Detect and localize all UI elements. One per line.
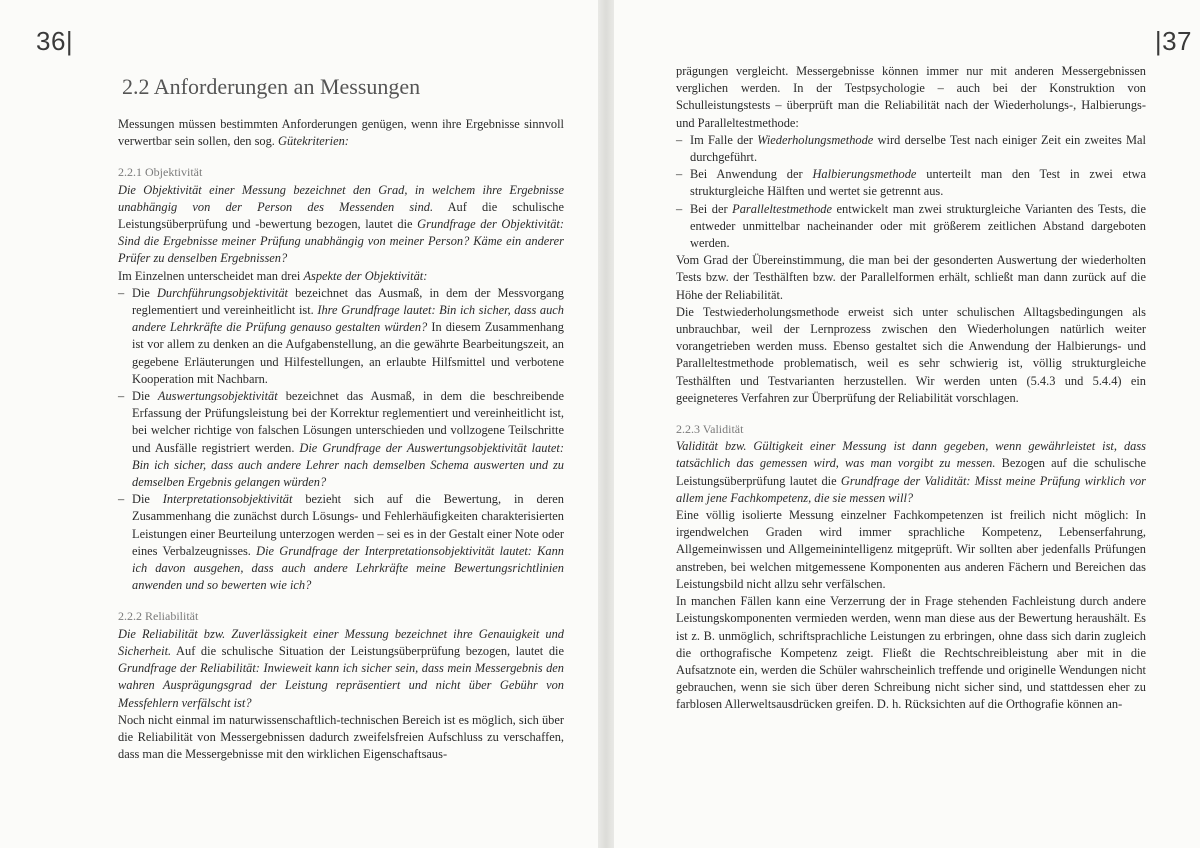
section-title: 2.2 Anforderungen an Messungen: [122, 74, 421, 99]
heading-reliabilitaet: 2.2.2 Reliabilität: [118, 609, 199, 624]
list-item: – Die Interpretationsobjektivität bezieht sich auf die Bewertung, in deren Zusammenhang die zunächst durch Lösungs- und Fehlerhäufigkeiten charakterisierten Leistungen einer Beurteilung unterzogen werden – sei es in der Gestalt einer Note oder eines Verbalzeugnisses. Die Grundfrage der Interpretationsobjektivität lautet: Kann ich davon ausgehen, dass auch andere Lehrkräfte meine Bewertungsrichtlinien anwenden und so bewerten wie ich?: [118, 491, 564, 594]
heading-validitaet: 2.2.3 Validität: [676, 422, 744, 437]
list-item: – Im Falle der Wiederholungsmethode wird derselbe Test nach einiger Zeit ein zweites Mal durchgeführt.: [676, 132, 1146, 166]
page-number-right: |37: [1154, 26, 1192, 56]
list-item: – Die Durchführungsobjektivität bezeichnet das Ausmaß, in dem der Messvorgang reglementiert und vereinheitlicht ist. Ihre Grundfrage lautet: Bin ich sicher, dass auch andere Lehrkräfte die Prüfung genauso gestalten würden? In diesem Zusammenhang ist vor allem zu denken an die Aufgabenstellung, an die gewährte Bearbeitungszeit, an gegebene Erläuterungen und Hilfestellungen, an erlaubte Hilfsmittel und verbotene Kooperation mit Nachbarn.: [118, 285, 564, 388]
list-item: – Bei der Paralleltestmethode entwickelt man zwei strukturgleiche Varianten des Tests, die entweder unmittelbar nacheinander oder mit größerem zeitlichen Abstand dargeboten werden.: [676, 201, 1146, 253]
intro-paragraph: Messungen müssen bestimmten Anforderungen genügen, wenn ihre Ergebnisse sinnvoll verwertbar sein sollen, den sog. Gütekriterien:: [118, 117, 564, 149]
methods-list: [676, 132, 1146, 252]
list-item: – Die Auswertungsobjektivität bezeichnet das Ausmaß, in dem die beschreibende Erfassung der Prüfungsleistung bei der Korrektur reglementiert und vereinheitlicht ist, bei welcher richtige von falschen Lösungen unterschieden und vollzogene Teilschritte und Ausfälle registriert werden. Die Grundfrage der Auswertungsobjektivität lautet: Bin ich sicher, dass auch andere Lehrer nach demselben Schema auswerten und zu demselben Ergebnis gelangen würden?: [118, 388, 564, 491]
aspects-intro: Im Einzelnen unterscheidet man drei Aspekte der Objektivität:: [118, 268, 428, 283]
right-page: [614, 0, 1200, 848]
reliabilitaet-paragraph: Die Reliabilität bzw. Zuverlässigkeit einer Messung bezeichnet ihre Genauigkeit und Sicherheit. Auf die schulische Situation der Leistungsüberprüfung bezogen, lautet die Grundfrage der Reliabilität: Inwieweit kann ich sicher sein, dass mein Messergebnis den wahren Ausprägungsgrad der Leistung repräsentiert und nicht über Gebühr von Messfehlern verfälscht ist?: [118, 626, 564, 710]
aspects-list: [118, 285, 564, 595]
validitaet-paragraph: Validität bzw. Gültigkeit einer Messung ist dann gegeben, wenn gewährleistet ist, dass tatsächlich das gemessen wird, was man vorgibt zu messen. Bezogen auf die schulische Leistungsüberprüfung lautet die Grundfrage der Validität: Misst meine Prüfung wirklich vor allem jene Fachkompetenz, die sie messen will?: [676, 439, 1146, 505]
left-page-body: [118, 116, 564, 763]
distortion-paragraph: In manchen Fällen kann eine Verzerrung der in Frage stehenden Fachleistung durch andere Leistungskomponenten vermieden werden, wenn man diese aus der Bewertung heraushält. Es ist z. B. unmöglich, schriftsprachliche Leistungen zu erbringen, ohne dass sich darin zugleich die orthografische Kompetenz zeigt. Fließt die Rechtschreibleistung aber mit in die Aufsatznote ein, werden die Schüler wahrscheinlich treffende und originelle Wendungen nicht gebrauchen, wenn sie sich über deren Schreibung nicht sicher sind, und stattdessen eher zu farblosen Allerweltsausdrücken greifen. D. h. Rücksichten auf die Orthografie können an-: [676, 594, 1146, 712]
left-page: [0, 0, 598, 848]
objektivitaet-paragraph: Die Objektivität einer Messung bezeichnet den Grad, in welchem ihre Ergebnisse unabhängig von der Person des Messenden sind. Auf die schulische Leistungsüberprüfung und -bewertung bezogen, lautet die Grundfrage der Objektivität: Sind die Ergebnisse meiner Prüfung unabhängig von meiner Person? Käme ein anderer Prüfer zu denselben Ergebnissen?: [118, 182, 564, 266]
isolated-measurement-paragraph: Eine völlig isolierte Messung einzelner Fachkompetenzen ist freilich nicht möglich: In irgendwelchen Graden wird immer sprachliche Kompetenz, Lebenserfahrung, Allgemeinwissen und Allgemeinintelligenz mitgeprüft. Wir sollten aber jedenfalls Prüfungen anstreben, bei welchen mitgemessene Komponenten aus anderen Fächern und Bereichen das Leistungsbild nicht allzu sehr verfälschen.: [676, 508, 1146, 591]
method-critique-paragraph: Die Testwiederholungsmethode erweist sich unter schulischen Alltagsbedingungen als unbrauchbar, weil der Lernprozess zwischen den Wiederholungen natürlich weiter vorangetrieben werden muss. Ebenso gestaltet sich die Anwendung der Halbierungs- und Paralleltestmethode problematisch, weil es sehr schwierig ist, völlig strukturgleiche Testhälften und Testvarianten herzustellen. Wir werden unten (5.4.3 und 5.4.4) ein geeigneteres Verfahren zur Überprüfung der Reliabilität vorschlagen.: [676, 304, 1146, 405]
continuation-paragraph: prägungen vergleicht. Messergebnisse können immer nur mit anderen Messergebnissen verglichen werden. In der Testpsychologie – auch bei der Konstruktion von Schulleistungstests – überprüft man die Reliabilität nach der Wiederholungs-, Halbierungs- und Paralleltestmethode:: [676, 64, 1146, 130]
list-item: – Bei Anwendung der Halbierungsmethode unterteilt man den Test in zwei etwa strukturgleiche Hälften und wertet sie getrennt aus.: [676, 166, 1146, 200]
guetekriterien-term: Gütekriterien:: [278, 134, 349, 149]
heading-objektivitaet: 2.2.1 Objektivität: [118, 165, 203, 180]
reliabilitaet-paragraph-2: Noch nicht einmal im naturwissenschaftlich-technischen Bereich ist es möglich, sich über die Reliabilität von Messergebnissen dadurch zweifelsfreien Aufschluss zu verschaffen, dass man die Messergebnisse mit den wirklichen Eigenschaftsaus-: [118, 712, 564, 762]
agreement-paragraph: Vom Grad der Übereinstimmung, die man bei der gesonderten Auswertung der wiederholten Tests bzw. der Testhälften bzw. der Parallelformen erhält, schließt man dann zurück auf die Höhe der Reliabilität.: [676, 253, 1146, 302]
page-number-left: 36|: [36, 26, 74, 56]
book-gutter: [598, 0, 614, 848]
right-page-body: [676, 63, 1146, 714]
